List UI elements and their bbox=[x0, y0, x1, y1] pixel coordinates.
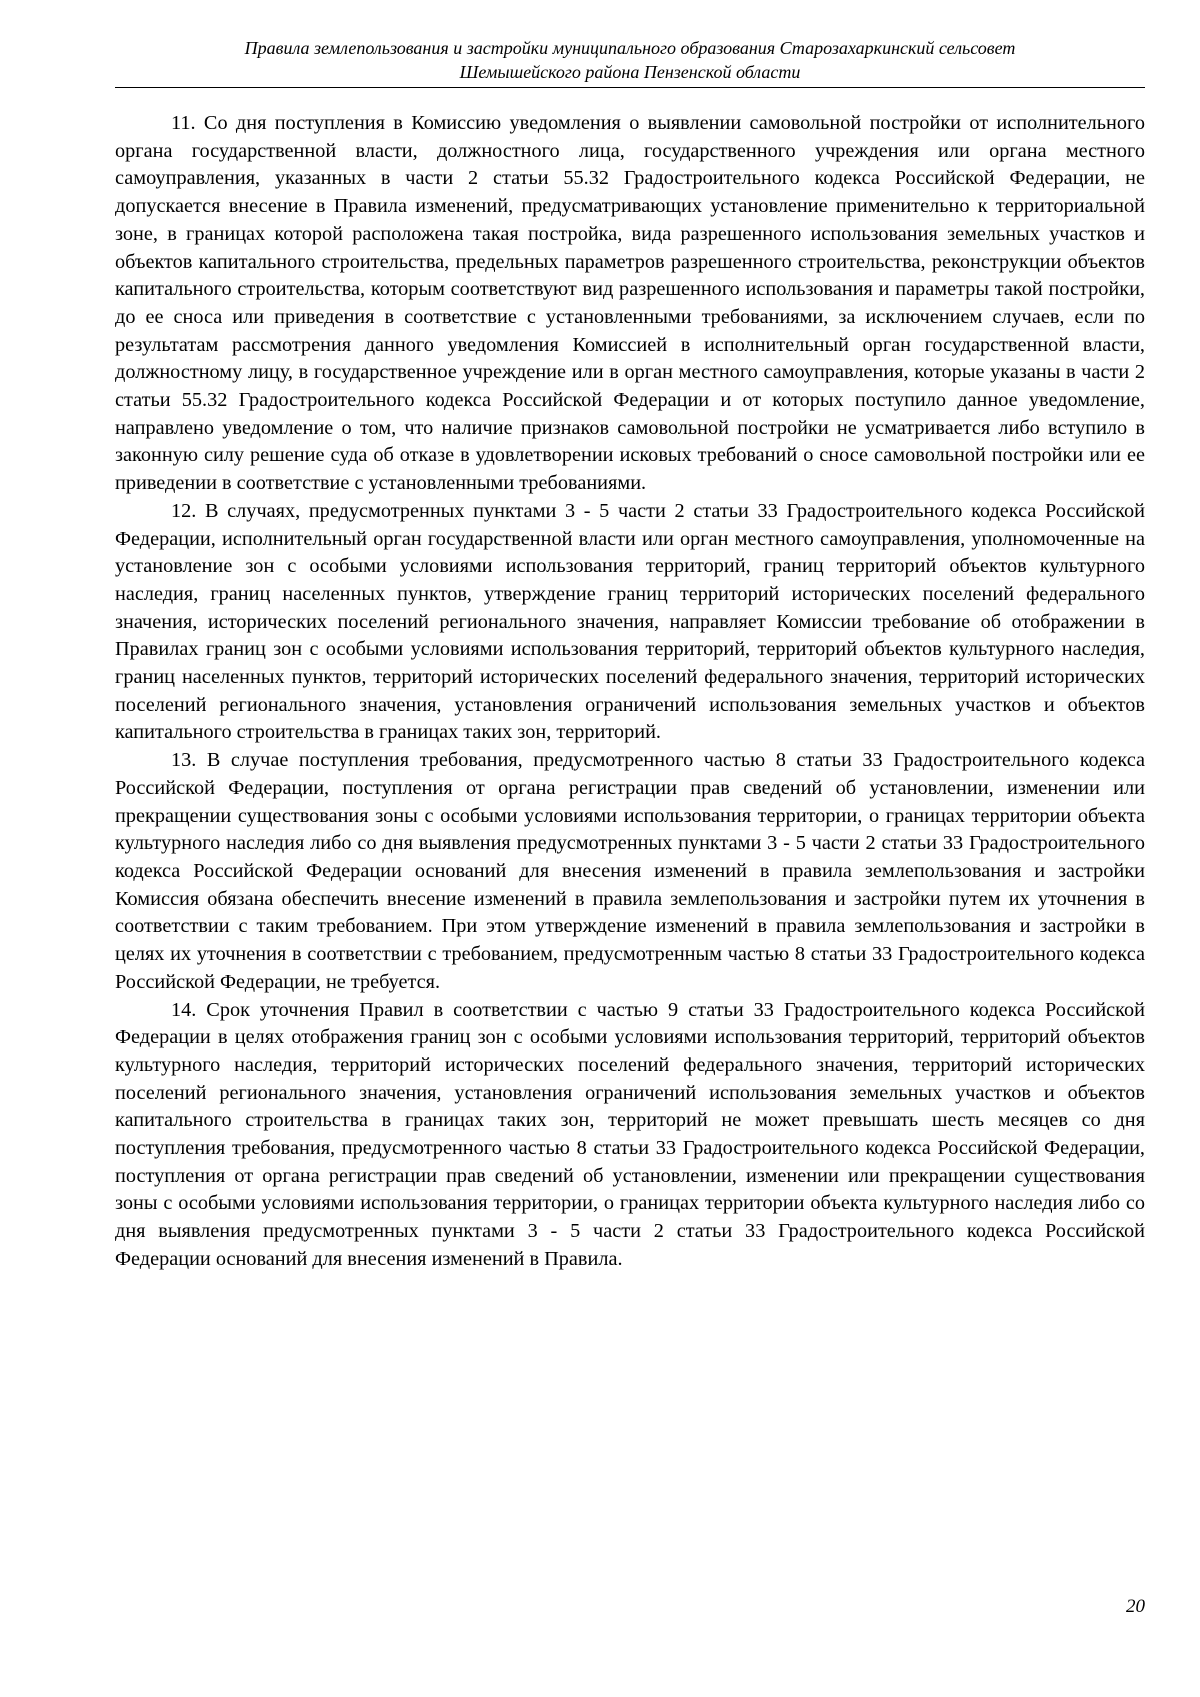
page-header bbox=[115, 36, 1145, 88]
header-title-line-1: Правила землепользования и застройки муниципального образования Старозахаркинский сельсовет bbox=[244, 38, 1016, 58]
page-number: 20 bbox=[1126, 1596, 1145, 1617]
paragraph-13: 13. В случае поступления требования, предусмотренного частью 8 статьи 33 Градостроительного кодекса Российской Федерации, поступления от органа регистрации прав сведений об установлении, изменении или прекращении существования зоны с особыми условиями использования территории, о границах территории объекта культурного наследия либо со дня выявления предусмотренных пунктами 3 - 5 части 2 статьи 33 Градостроительного кодекса Российской Федерации оснований для внесения изменений в правила землепользования и застройки Комиссия обязана обеспечить внесение изменений в правила землепользования и застройки путем их уточнения в соответствии с таким требованием. При этом утверждение изменений в правила землепользования и застройки в целях их уточнения в соответствии с требованием, предусмотренным частью 8 статьи 33 Градостроительного кодекса Российской Федерации, не требуется. bbox=[115, 749, 1145, 993]
document-body bbox=[115, 110, 1145, 1274]
header-title-line-2: Шемышейского района Пензенской области bbox=[459, 62, 801, 82]
paragraph-12: 12. В случаях, предусмотренных пунктами 3 - 5 части 2 статьи 33 Градостроительного кодекса Российской Федерации, исполнительный орган государственной власти или орган местного самоуправления, уполномоченные на установление зон с особыми условиями использования территорий, границ территорий объектов культурного наследия, границ населенных пунктов, утверждение границ территорий исторических поселений федерального значения, исторических поселений регионального значения, направляет Комиссии требование об отображении в Правилах границ зон с особыми условиями использования территорий, территорий объектов культурного наследия, границ населенных пунктов, территорий исторических поселений федерального значения, территорий исторических поселений регионального значения, установления ограничений использования земельных участков и объектов капитального строительства в границах таких зон, территорий. bbox=[115, 499, 1145, 744]
paragraph-14: 14. Срок уточнения Правил в соответствии с частью 9 статьи 33 Градостроительного кодекса Российской Федерации в целях отображения границ зон с особыми условиями использования территорий, территорий объектов культурного наследия, территорий исторических поселений федерального значения, территорий исторических поселений регионального значения, установления ограничений использования земельных участков и объектов капитального строительства в границах таких зон, территорий не может превышать шесть месяцев со дня поступления требования, предусмотренного частью 8 статьи 33 Градостроительного кодекса Российской Федерации, поступления от органа регистрации прав сведений об установлении, изменении или прекращении существования зоны с особыми условиями использования территории, о границах территории объекта культурного наследия либо со дня выявления предусмотренных пунктами 3 - 5 части 2 статьи 33 Градостроительного кодекса Российской Федерации оснований для внесения изменений в Правила. bbox=[115, 998, 1145, 1270]
paragraph-11: 11. Со дня поступления в Комиссию уведомления о выявлении самовольной постройки от исполнительного органа государственной власти, должностного лица, государственного учреждения или органа местного самоуправления, указанных в части 2 статьи 55.32 Градостроительного кодекса Российской Федерации, не допускается внесение в Правила изменений, предусматривающих установление применительно к территориальной зоне, в границах которой расположена такая постройка, вида разрешенного использования земельных участков и объектов капитального строительства, предельных параметров разрешенного строительства, реконструкции объектов капитального строительства, которым соответствуют вид разрешенного использования и параметры такой постройки, до ее сноса или приведения в соответствие с установленными требованиями, за исключением случаев, если по результатам рассмотрения данного уведомления Комиссией в исполнительный орган государственной власти, должностному лицу, в государственное учреждение или в орган местного самоуправления, которые указаны в части 2 статьи 55.32 Градостроительного кодекса Российской Федерации и от которых поступило данное уведомление, направлено уведомление о том, что наличие признаков самовольной постройки не усматривается либо вступило в законную силу решение суда об отказе в удовлетворении исковых требований о сносе самовольной постройки или ее приведении в соответствие с установленными требованиями. bbox=[115, 112, 1145, 495]
